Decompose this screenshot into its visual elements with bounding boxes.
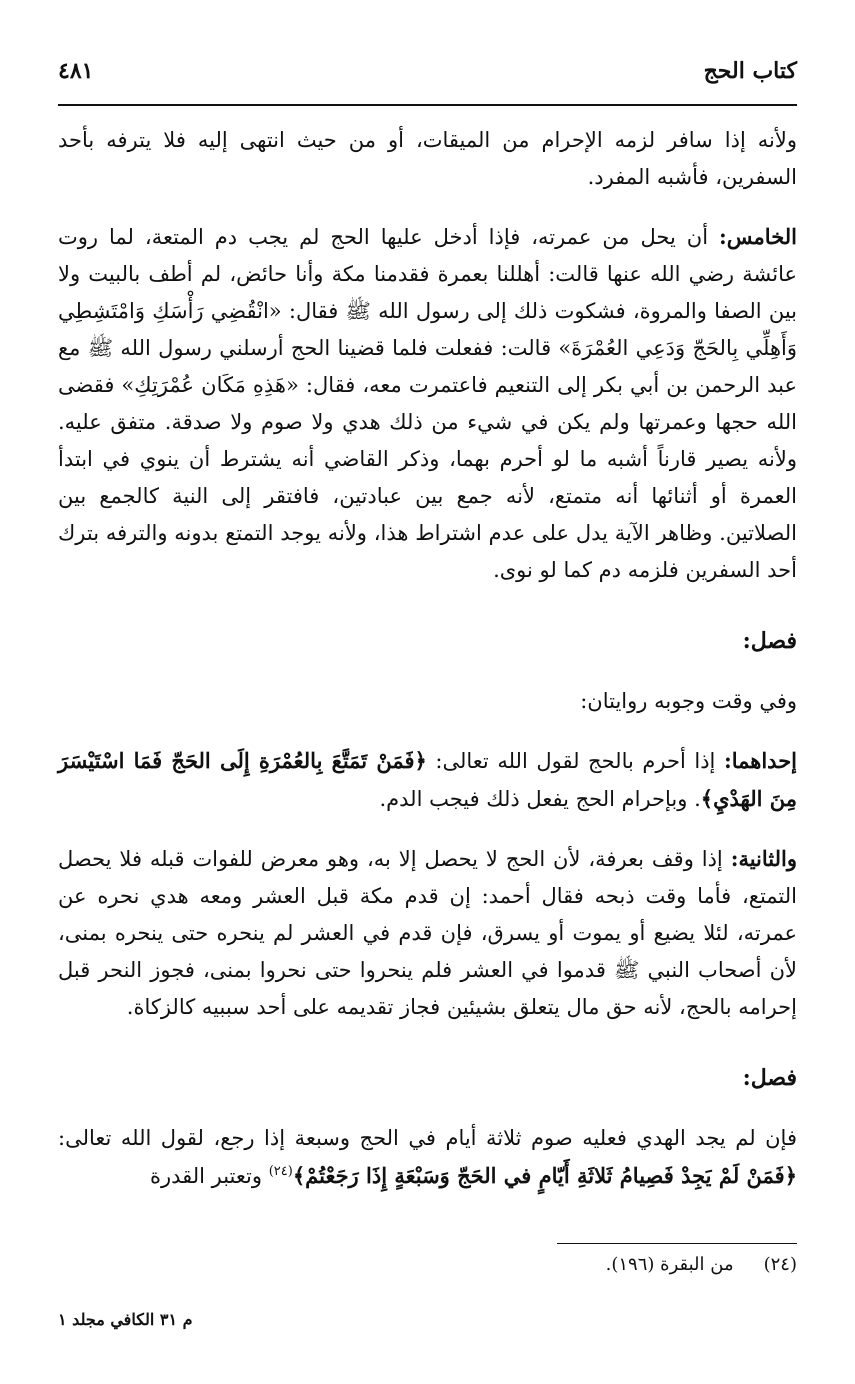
- paragraph-lead: الخامس:: [719, 224, 797, 249]
- paragraph-lead: والثانية:: [730, 846, 797, 871]
- printer-signature: م ٣١ الكافي مجلد ١: [58, 1310, 193, 1329]
- quran-verse: ﴿فَمَنْ لَمْ يَجِدْ فَصِيامُ ثَلاثَةِ أَيّامٍ في الحَجّ وَسَبْعَةٍ إِذَا رَجَعْتُمْ﴾: [292, 1163, 797, 1188]
- paragraph-khamis: [58, 218, 797, 589]
- footnote-rule: [557, 1243, 797, 1244]
- running-header: [58, 58, 797, 94]
- footnote: [58, 1250, 797, 1280]
- paragraph-lead: إحداهما:: [723, 748, 798, 773]
- section-heading-fasl: فصل:: [742, 628, 797, 654]
- paragraph-text: وتعتبر القدرة: [149, 1164, 269, 1188]
- paragraph-1: ولأنه إذا سافر لزمه الإحرام من الميقات، أو من حيث انتهى إليه فلا يترفه بأحد السفرين، فأشبه المفرد.: [58, 128, 797, 189]
- footnote-marker: (٢٤): [268, 1164, 293, 1179]
- paragraph-text: أن يحل من عمرته، فإذا أدخل عليها الحج لم يجب دم المتعة، لما روت عائشة رضي الله عنها قالت: أهللنا بعمرة فقدمنا مكة وأنا حائض، لم أطف بالبيت ولا بين الصفا والمروة، فشكوت ذلك إلى رسول الله ﷺ فقال: «انْقُضِي رَأْسَكِ وَامْتَشِطِي وَأَهِلِّي بِالحَجّ وَدَعِي العُمْرَةَ» قالت: ففعلت فلما قضينا الحج أرسلني رسول الله ﷺ مع عبد الرحمن بن أبي بكر إلى التنعيم فاعتمرت معه، فقال: «هَذِهِ مَكَان عُمْرَتِكِ» فقضى الله حجها وعمرتها ولم يكن في شيء من ذلك هدي ولا صوم ولا صدقة. متفق عليه. ولأنه يصير قارناً أشبه ما لو أحرم بهما، وذكر القاضي أنه يشترط أن ينوي في ابتدأ العمرة أو أثنائها أنه متمتع، لأنه جمع بين عبادتين، فافتقر إلى النية كالجمع بين الصلاتين. وظاهر الآية يدل على عدم اشتراط هذا، ولأنه يوجد التمتع بدونه والترفه بترك أحد السفرين فلزمه دم كما لو نوى.: [58, 225, 797, 582]
- quran-verse: ﴿فَمَنْ تَمَتَّعَ بِالعُمْرَةِ إِلَى الحَجّ فَمَا اسْتَيْسَرَ مِنَ الهَدْيِ﴾: [58, 748, 797, 811]
- page-number: ٤٨١: [58, 58, 94, 84]
- paragraph-thaniya: [58, 840, 797, 1026]
- paragraph-text: فإن لم يجد الهدي فعليه صوم ثلاثة أيام في الحج وسبعة إذا رجع، لقول الله تعالى:: [58, 1126, 797, 1150]
- paragraph-text: إذا وقف بعرفة، لأن الحج لا يحصل إلا به، وهو معرض للفوات قبله فلا يحصل التمتع، فأما وقت ذبحه فقال أحمد: إن قدم مكة قبل العشر ومعه هدي نحره عن عمرته، لئلا يضيع أو يموت أو يسرق، فإن قدم في العشر لم ينحره حتى ينحره بمنى، لأن أصحاب النبي ﷺ قدموا في العشر فلم ينحروا حتى نحروا بمنى، فجوز النحر قبل إحرامه بالحج، لأنه حق مال يتعلق بشيئين فجاز تقديمه على أحد سببيه كالزكاة.: [58, 847, 797, 1019]
- paragraph-text: إذا أحرم بالحج لقول الله تعالى:: [426, 749, 724, 773]
- paragraph-ihdahuma: [58, 742, 797, 818]
- paragraph-text: . وبإحرام الحج يفعل ذلك فيجب الدم.: [379, 787, 701, 811]
- paragraph-siyam: [58, 1120, 797, 1195]
- footnote-number: (٢٤): [763, 1254, 797, 1275]
- footnote-text: من البقرة (١٩٦).: [605, 1254, 734, 1275]
- chapter-title: كتاب الحج: [703, 58, 797, 84]
- paragraph-riwayatan: وفي وقت وجوبه روايتان:: [580, 689, 797, 713]
- body-text: [58, 122, 797, 1195]
- header-rule: [58, 104, 797, 106]
- section-heading-fasl: فصل:: [742, 1065, 797, 1091]
